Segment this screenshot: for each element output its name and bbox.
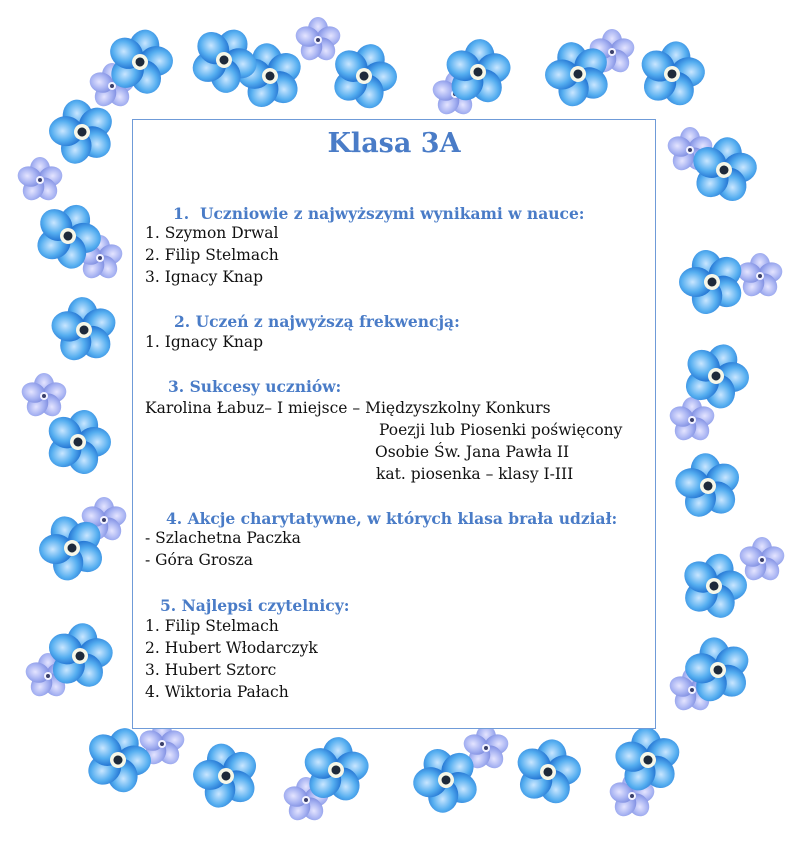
- section-heading-readers: 5. Najlepsi czytelnicy:: [160, 596, 350, 615]
- list-item: Karolina Łabuz– I miejsce – Międzyszkolny Konkurs: [145, 399, 551, 417]
- list-item: - Góra Grosza: [145, 551, 253, 569]
- list-item: 4. Wiktoria Pałach: [145, 683, 289, 701]
- list-item: 3. Ignacy Knap: [145, 268, 264, 286]
- list-item: 1. Filip Stelmach: [145, 617, 279, 635]
- list-item: 2. Filip Stelmach: [145, 246, 279, 264]
- section-heading-top-students: 1. Uczniowie z najwyższymi wynikami w nauce:: [173, 204, 585, 223]
- page-title: Klasa 3A: [327, 128, 461, 159]
- section-heading-attendance: 2. Uczeń z najwyższą frekwencją:: [174, 312, 460, 331]
- list-item-continuation: kat. piosenka – klasy I-III: [376, 465, 574, 483]
- list-item: 1. Szymon Drwal: [145, 224, 279, 242]
- list-item: 2. Hubert Włodarczyk: [145, 639, 318, 657]
- list-item-continuation: Osobie Św. Jana Pawła II: [375, 443, 570, 461]
- list-item: - Szlachetna Paczka: [145, 529, 301, 547]
- section-heading-charity: 4. Akcje charytatywne, w których klasa brała udział:: [166, 509, 618, 528]
- content-panel: [132, 119, 656, 729]
- list-item-continuation: Poezji lub Piosenki poświęcony: [379, 421, 623, 439]
- list-item: 3. Hubert Sztorc: [145, 661, 277, 679]
- list-item: 1. Ignacy Knap: [145, 333, 264, 351]
- section-heading-achievements: 3. Sukcesy uczniów:: [168, 377, 342, 396]
